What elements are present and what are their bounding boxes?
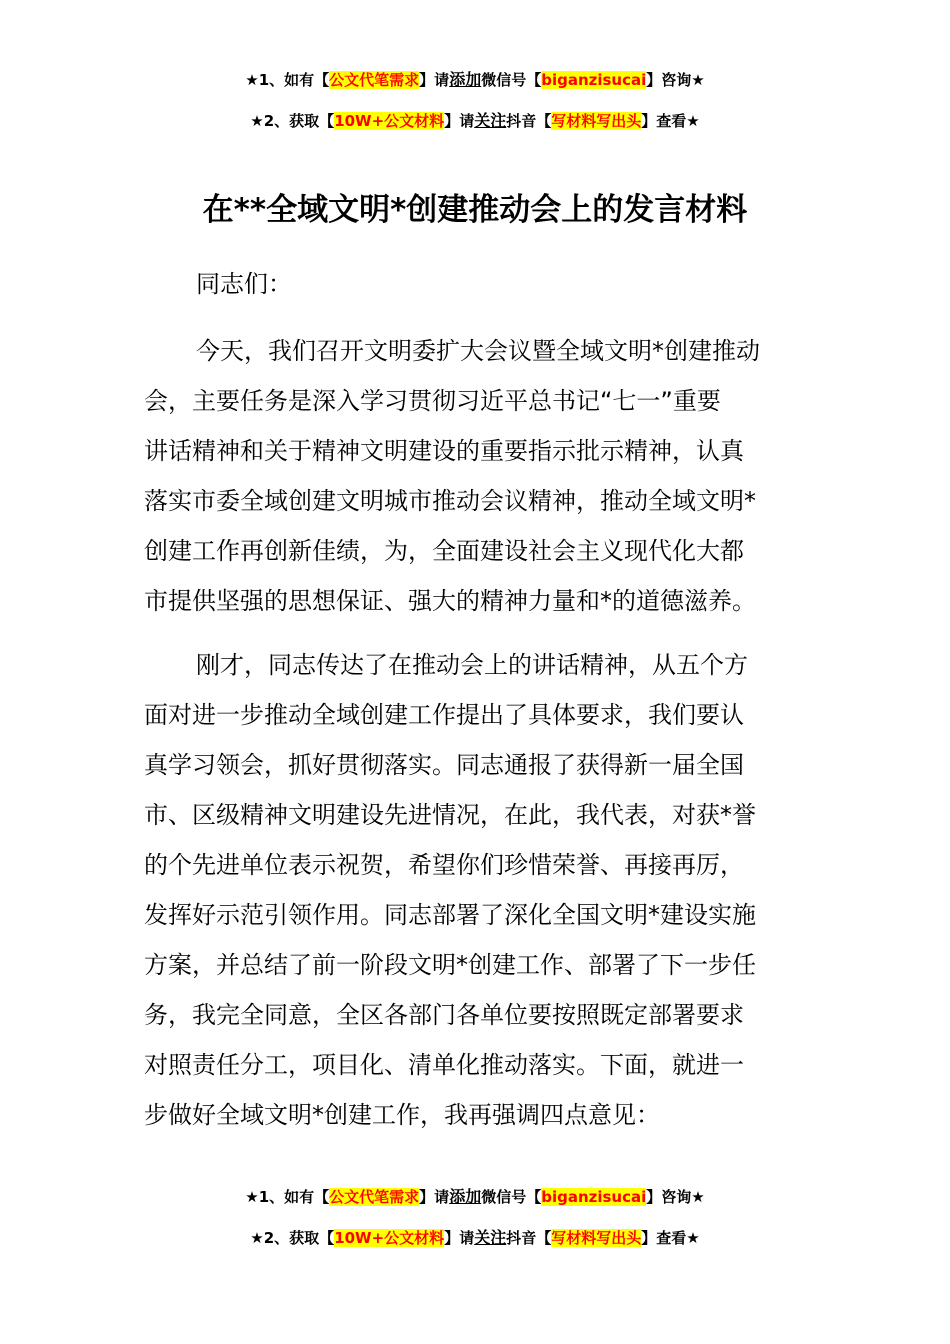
banner-text: 】请 <box>419 71 450 89</box>
banner-text: 】查看★ <box>641 1229 700 1247</box>
banner-text: 】请 <box>444 112 475 130</box>
banner-underline: 添加 <box>449 1187 482 1206</box>
banner-underline: 关注 <box>474 1228 507 1247</box>
banner-text: 微信号【 <box>481 1188 542 1206</box>
paragraph-line: 面对进一步推动全域创建工作提出了具体要求，我们要认 <box>144 701 744 729</box>
banner-highlight: 写材料写出头 <box>551 112 642 130</box>
paragraph-line: 今天，我们召开文明委扩大会议暨全域文明*创建推动 <box>196 337 760 365</box>
banner-highlight: 10W+公文材料 <box>334 1229 445 1247</box>
paragraph-line: 市提供坚强的思想保证、强大的精神力量和*的道德滋养。 <box>144 587 756 615</box>
banner-text: 】咨询★ <box>646 1188 705 1206</box>
banner-text: 】请 <box>444 1229 475 1247</box>
banner-text: ★2、获取【 <box>250 1229 335 1247</box>
banner-highlight: biganzisucai <box>541 71 647 89</box>
banner-text: 】请 <box>419 1188 450 1206</box>
banner-highlight: 公文代笔需求 <box>329 1188 420 1206</box>
paragraph-line: 方案，并总结了前一阶段文明*创建工作、部署了下一步任 <box>144 951 756 979</box>
banner-text: ★2、获取【 <box>250 112 335 130</box>
paragraph-line: 刚才，同志传达了在推动会上的讲话精神，从五个方 <box>196 651 748 679</box>
paragraph-2 <box>144 640 814 1140</box>
paragraph-line: 市、区级精神文明建设先进情况，在此，我代表，对获*誉 <box>144 801 756 829</box>
paragraph-line: 落实市委全域创建文明城市推动会议精神，推动全域文明* <box>144 487 756 515</box>
banner-text: 抖音【 <box>506 1229 552 1247</box>
paragraph-line: 的个先进单位表示祝贺，希望你们珍惜荣誉、再接再厉， <box>144 851 744 879</box>
banner-text: ★1、如有【 <box>245 71 330 89</box>
document-title: 在**全域文明*创建推动会上的发言材料 <box>202 192 748 228</box>
paragraph-line: 创建工作再创新佳绩，为，全面建设社会主义现代化大都 <box>144 537 744 565</box>
paragraph-line: 发挥好示范引领作用。同志部署了深化全国文明*建设实施 <box>144 901 756 929</box>
top-banner-line-1 <box>0 70 950 90</box>
banner-text: 】咨询★ <box>646 71 705 89</box>
paragraph-line: 步做好全域文明*创建工作，我再强调四点意见： <box>144 1101 660 1129</box>
banner-text: 抖音【 <box>506 112 552 130</box>
paragraph-line: 务，我完全同意，全区各部门各单位要按照既定部署要求 <box>144 1001 744 1029</box>
paragraph-line: 会，主要任务是深入学习贯彻习近平总书记“七一”重要 <box>144 387 721 415</box>
paragraph-line: 真学习领会，抓好贯彻落实。同志通报了获得新一届全国 <box>144 751 744 779</box>
bottom-banner-line-2 <box>0 1228 950 1248</box>
banner-underline: 关注 <box>474 111 507 130</box>
salutation: 同志们： <box>196 270 292 298</box>
bottom-banner-line-1 <box>0 1187 950 1207</box>
banner-highlight: 写材料写出头 <box>551 1229 642 1247</box>
banner-highlight: biganzisucai <box>541 1188 647 1206</box>
banner-text: 】查看★ <box>641 112 700 130</box>
banner-text: 微信号【 <box>481 71 542 89</box>
top-banner-line-2 <box>0 111 950 131</box>
paragraph-1 <box>144 326 814 626</box>
banner-underline: 添加 <box>449 70 482 89</box>
banner-highlight: 公文代笔需求 <box>329 71 420 89</box>
banner-text: ★1、如有【 <box>245 1188 330 1206</box>
paragraph-line: 对照责任分工，项目化、清单化推动落实。下面，就进一 <box>144 1051 744 1079</box>
banner-highlight: 10W+公文材料 <box>334 112 445 130</box>
paragraph-line: 讲话精神和关于精神文明建设的重要指示批示精神，认真 <box>144 437 744 465</box>
